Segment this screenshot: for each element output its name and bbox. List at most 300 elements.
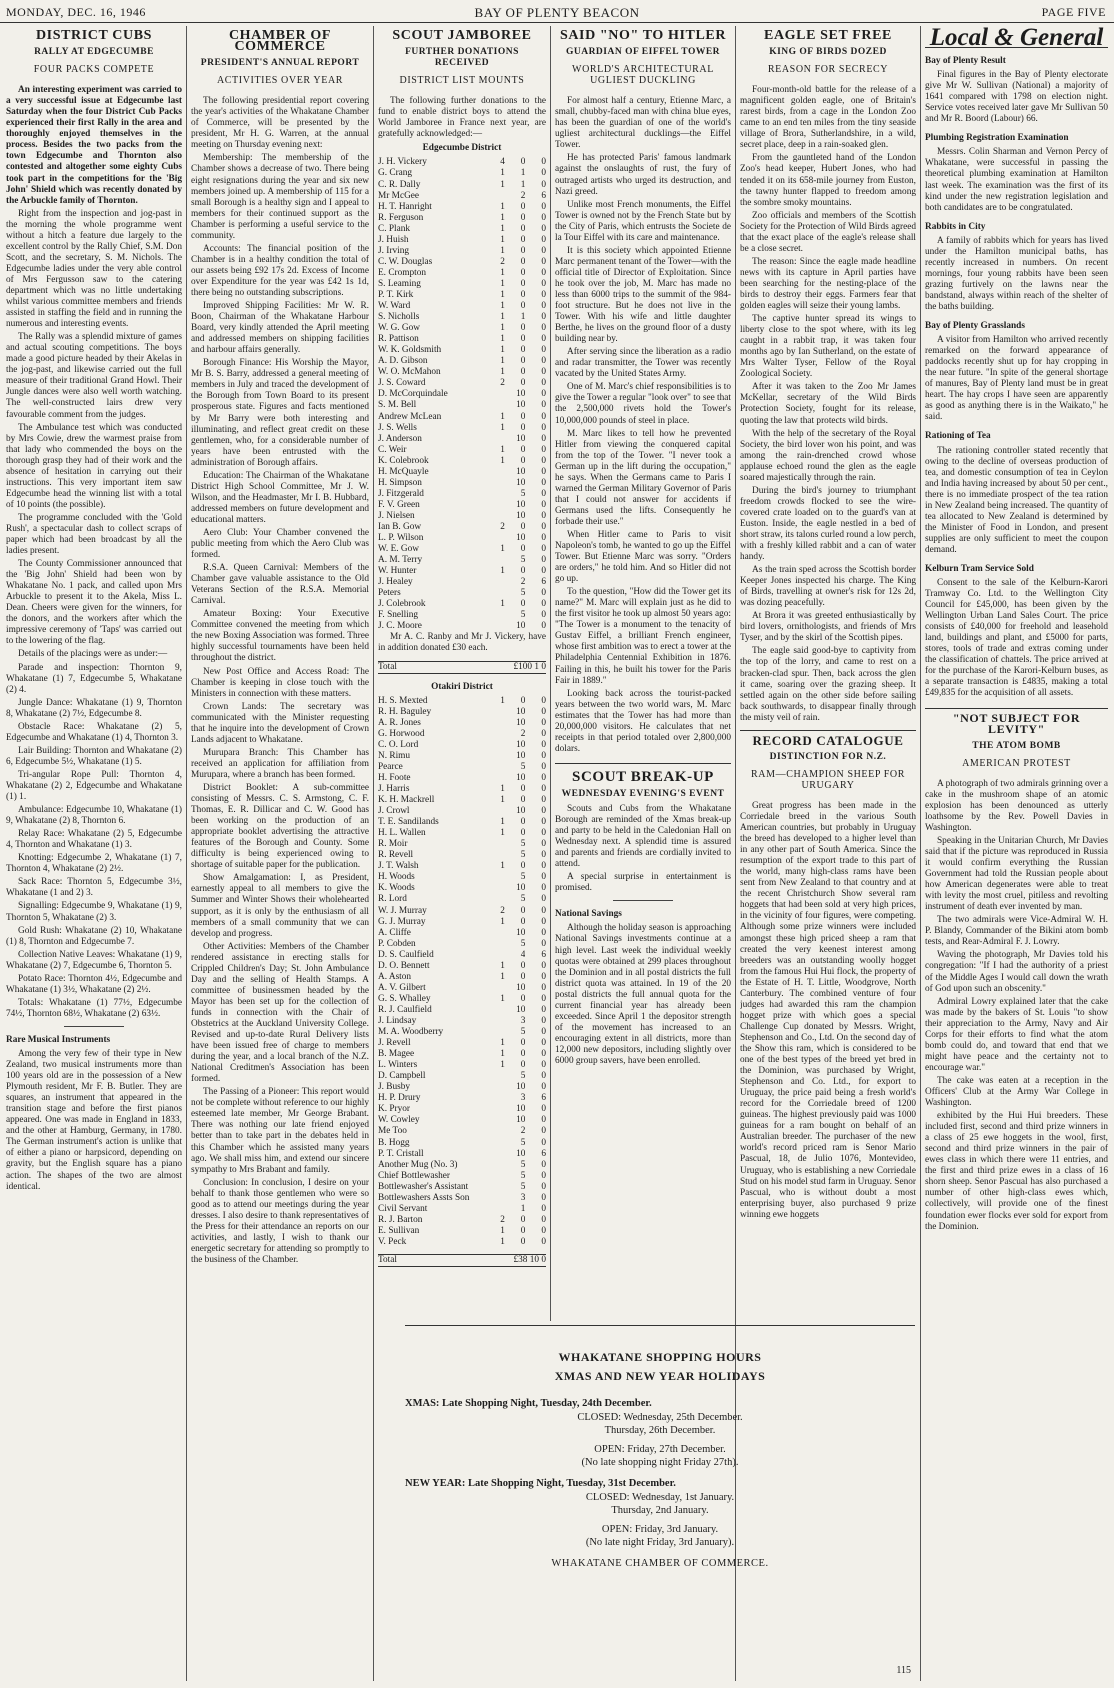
paragraph: Signalling: Edgecumbe 9, Whakatane (1) 9, Thornton 5, Whakatane (2) 3.	[6, 901, 182, 923]
article-body	[191, 96, 369, 1266]
donation-amount: 0	[541, 455, 546, 466]
donation-amount: 0	[520, 334, 526, 345]
donation-amount: 0	[541, 739, 546, 750]
donor-name: F. V. Green	[378, 499, 420, 510]
donation-amount: 0	[520, 521, 526, 532]
donor-name: Peters	[378, 588, 401, 599]
donation-amount: 1	[500, 784, 505, 794]
article-subtitle: FOUR PACKS COMPETE	[33, 64, 155, 76]
paragraph: Great progress has been made in the Corriedale breed in the various South American countries, but probably in Uruguay the breed has developed to a higher level than in any other part of South America. Since the resumption of the export trade to this part of the world, many high-class rams have been sent from New Zealand to that country and at the recent Christchurch Show several ram hoggets that had been sold at very high prices, in the vicinity of four figures, were competing. Although some prize winners were included amongst these high priced sheep a ram that created the very keenest interest among breeders was an outstanding woolly hogget from the famous Hui Hui flock, the property of the Estate of H. T. Little, Woodgrove, North Canterbury. The combined venture of four judges had awarded this ram the champion hogget prize with which goes a special Challenge Cup donated by Messrs. Wright, Stephenson and Co., Ltd. On the second day of the Show this ram, which is considered to be one of the best types of the breed yet bred in the Dominion, was purchased by Wright, Stephenson and Co. Ltd., for export to Uruguay, the price paid being a fresh world's record for the Corriedale breed of 1200 guineas. The highest previously paid was 1000 guineas for a ram bought on behalf of an Australian breeder. The purchaser of the new world's record priced ram is Senor Mario Pascual, 18, de Julio 1076, Montevideo, Uruguay, who is establishing a new Corriedale Stud on his model stud farm in Uruguay. Senor Pascual, who is without doubt a most enterprising buyer, also purchased 9 prize winning ewe hoggets	[740, 800, 916, 1220]
donor-name: K. H. Mackrell	[378, 795, 435, 806]
paragraph: Jungle Dance: Whakatane (1) 9, Thornton 8, Whakatane (2) 7½, Edgecumbe 8.	[6, 697, 182, 719]
paragraph: From the gauntleted hand of the London Zoo's head keeper, Hubert Jones, who had tended it on its 658-mile journey from Euston, the tawny hunter flapped to freedom among the sombre smoky mountains.	[740, 153, 916, 208]
donation-amount	[484, 850, 505, 861]
table-row	[378, 994, 546, 1005]
paragraph: When Hitler came to Paris to visit Napoleon's tomb, he wanted to go up the Eiffel Tower. But Etienne Marc was sorry. "Orders are orders," he told him. And so Hitler did not go up.	[555, 529, 731, 585]
column-rule	[186, 26, 187, 1681]
table-row	[378, 850, 546, 861]
news-item-heading: Plumbing Registration Examination	[925, 133, 1069, 144]
news-item-text: Final figures in the Bay of Plenty electorate give Mr W. Sullivan (National) a majority of 1641 compared with 1798 on election night. Service votes received later gave Mr Sullivan 50 and Mr R. Boord (Labour) 66.	[925, 70, 1108, 125]
donation-amount: 5	[520, 1027, 526, 1038]
shopping-hours-notice	[405, 1325, 915, 1680]
donation-amount: 1	[500, 323, 505, 334]
table-row	[378, 367, 546, 378]
table-row	[378, 246, 546, 257]
donor-name: J. S. Coward	[378, 378, 426, 389]
donor-name: J. Revell	[378, 1038, 411, 1049]
donation-amount: 10	[516, 706, 526, 717]
notice-subtitle: XMAS AND NEW YEAR HOLIDAYS	[554, 1369, 766, 1383]
donation-amount: 0	[541, 301, 546, 312]
donation-amount	[484, 806, 505, 817]
donor-name: Bottlewasher's Assistant	[378, 1181, 469, 1192]
donation-amount: 2	[500, 378, 505, 389]
donation-amount: 1	[500, 795, 505, 806]
article-subtitle: WORLD'S ARCHITECTURAL UGLIEST DUCKLING	[572, 64, 714, 87]
donation-amount: 0	[520, 695, 526, 706]
table-row	[378, 1071, 546, 1082]
xmas-closed: CLOSED: Wednesday, 25th December.	[577, 1412, 743, 1423]
donation-amount: 1	[500, 993, 505, 1004]
donation-amount: 0	[520, 784, 526, 794]
article-body	[925, 779, 1108, 1233]
donation-amount: 1	[500, 1060, 505, 1071]
column-district-cubs	[6, 26, 182, 1681]
table-row	[378, 784, 546, 795]
news-item-text: Consent to the sale of the Kelburn-Karori Tramway Co. Ltd. to the Wellington City Council for £45,000, has been given by the Wellington Urban Land Sales Court. The price consists of £40,000 for freehold and leasehold land, buildings and plant, and £5000 for parts, stores, tools of trade and extras coming under the classification of chattels. The price arrived at for the purchase of the Karori-Kelburn buses, as a separate transaction is £4835, making a total £49,835 for the acquisition of all assets.	[925, 578, 1108, 699]
donation-amount: 10	[516, 739, 526, 750]
table-row	[378, 400, 546, 411]
donor-name: W. J. Murray	[378, 905, 427, 916]
donation-amount: 4	[520, 949, 526, 960]
paragraph: The Rally was a splendid mixture of games and actual scouting competitions. The boys made a good picture headed by their Akelas in the jog-past, and likewise carried out the full measure of their traditional Grand Howl. Their Jungle dances were also well worth watching. The well-constructed lairs drew very favourable comment from the judges.	[6, 332, 182, 420]
donor-name: B. Magee	[378, 1049, 415, 1060]
donation-amount: 1	[500, 1236, 505, 1247]
table-row	[378, 1082, 546, 1093]
donation-amount: 0	[541, 971, 546, 982]
donation-amount	[484, 1149, 505, 1160]
article-title: SCOUT JAMBOREE	[392, 28, 532, 43]
table-row	[378, 861, 546, 872]
donation-table	[378, 157, 546, 632]
donation-amount: 0	[541, 861, 546, 872]
donation-amount: 10	[516, 621, 526, 632]
donation-amount: 0	[541, 1236, 546, 1247]
donor-name: J. Lindsay	[378, 1015, 417, 1026]
donor-name: R. Revell	[378, 850, 414, 861]
donor-name: P. T. Kirk	[378, 289, 414, 300]
donation-amount: 0	[541, 212, 546, 223]
donation-amount: 0	[541, 706, 546, 717]
donation-amount	[484, 1016, 505, 1027]
news-item-text: A family of rabbits which for years has lived under the Hamilton municipal baths, has recently increased in numbers. On recent mornings, four young rabbits have been seen grazing furtively on the lawns near the bandstand, always within reach of the shelter of the baths building.	[925, 235, 1108, 312]
donation-amount	[484, 467, 505, 478]
paragraph: The Passing of a Pioneer: This report would not be complete without reference to our highly esteemed late member, Mr George Brabant. There was nothing our late friend enjoyed better than to take part in the debates held in this Chamber which he assisted many years ago. We shall miss him, and extend our sincere sympathy to Mrs Brabant and family.	[191, 1087, 369, 1175]
article-subtitle: RALLY AT EDGECUMBE	[34, 47, 154, 58]
donation-amount	[484, 610, 505, 621]
article-body	[6, 209, 182, 1020]
table-row	[378, 389, 546, 400]
article-subtitle: GUARDIAN OF EIFFEL TOWER	[565, 47, 721, 58]
article-subtitle: AMERICAN PROTEST	[962, 757, 1071, 769]
paragraph: Obstacle Race: Whakatane (2) 5, Edgecumbe and Whakatane (1) 4, Thornton 3.	[6, 721, 182, 743]
table-row	[378, 456, 546, 467]
donor-name: P. Cobden	[378, 938, 416, 949]
paragraph: After it was taken to the Zoo Mr James McKellar, secretary of the Wild Birds Protection Society, fought for its release, quoting the law that protects wild birds.	[740, 382, 916, 426]
article-subtitle: THE ATOM BOMB	[972, 740, 1061, 751]
paragraph: Looking back across the tourist-packed years between the two world wars, M. Marc estimates that the Tower has had more than 20,000,000 visitors. He calculates that net receipts in that period totaled over 2,800,000 dolars.	[555, 688, 731, 754]
donation-amount: 0	[541, 599, 546, 610]
donation-amount	[484, 400, 505, 411]
donor-name: J. Irving	[378, 245, 409, 256]
donor-name: E. Sullivan	[378, 1225, 420, 1236]
list-heading: Edgecumbe District	[422, 143, 502, 154]
donation-amount: 0	[541, 234, 546, 245]
issue-date: MONDAY, DEC. 16, 1946	[6, 5, 146, 19]
donation-amount: 10	[516, 1082, 526, 1093]
paragraph: The cake was eaten at a reception in the Officers' Club at the Army War College in Washington.	[925, 1075, 1108, 1109]
donation-amount: 0	[541, 883, 546, 894]
notice-signature: WHAKATANE CHAMBER OF COMMERCE.	[551, 1558, 769, 1569]
donor-name: W. K. Goldsmith	[378, 345, 442, 356]
donor-name: W. O. McMahon	[378, 367, 441, 378]
donor-name: Mr McGee	[378, 190, 420, 201]
donor-name: A. Aston	[378, 971, 412, 982]
article-subtitle: RAM—CHAMPION SHEEP FOR URUGARY	[751, 768, 905, 791]
paragraph: New Post Office and Access Road: The Chamber is keeping in close touch with the Ministers in connection with these matters.	[191, 666, 369, 699]
donation-amount: 1	[500, 455, 505, 466]
donation-amount: 0	[541, 784, 546, 794]
paragraph: Ambulance: Edgecumbe 10, Whakatane (1) 9, Whakatane (2) 8, Thornton 6.	[6, 805, 182, 827]
donation-amount: 5	[520, 555, 526, 566]
donation-amount	[484, 939, 505, 950]
donation-amount	[484, 511, 505, 522]
table-row	[378, 773, 546, 784]
donor-name: D. S. Caulfield	[378, 949, 434, 960]
donor-name: J. Healey	[378, 577, 413, 588]
newspaper-title: BAY OF PLENTY BEACON	[474, 5, 640, 20]
table-row	[378, 312, 546, 323]
article-body	[740, 85, 916, 724]
donor-name: A. V. Gilbert	[378, 982, 426, 993]
donation-amount: 1	[500, 201, 505, 212]
donation-amount	[484, 489, 505, 500]
table-row	[378, 213, 546, 224]
donation-amount: 0	[520, 278, 526, 289]
table-row	[378, 412, 546, 423]
newyear-closed-2: Thursday, 2nd January.	[611, 1505, 709, 1516]
donation-amount: 1	[500, 168, 505, 179]
donation-amount: 0	[520, 905, 526, 916]
article-subtitle: DISTINCTION FOR N.Z.	[769, 751, 887, 762]
donation-amount	[484, 707, 505, 718]
donor-name: C. W. Douglas	[378, 256, 433, 267]
donation-amount: 0	[520, 378, 526, 389]
donation-amount: 0	[520, 367, 526, 378]
donation-amount	[484, 1027, 505, 1038]
table-row	[378, 180, 546, 191]
donation-amount: 1	[500, 599, 505, 610]
donation-amount: 0	[520, 1214, 526, 1225]
donor-name: K. Pryor	[378, 1104, 411, 1115]
donation-amount: 0	[541, 245, 546, 256]
article-title: CHAMBER OF COMMERCE	[228, 28, 332, 55]
donation-amount: 10	[516, 433, 526, 444]
donation-amount: 1	[500, 861, 505, 872]
news-item-heading: Bay of Plenty Grasslands	[925, 321, 1025, 332]
table-row	[378, 566, 546, 577]
donation-amount	[484, 1171, 505, 1182]
table-row	[378, 939, 546, 950]
donor-name: A. R. Jones	[378, 717, 421, 728]
paragraph: Relay Race: Whakatane (2) 5, Edgecumbe 4, Thornton and Whakatane (1) 3.	[6, 829, 182, 851]
donor-name: J. Nielsen	[378, 510, 415, 521]
table-row	[378, 696, 546, 707]
donation-amount: 0	[541, 938, 546, 949]
donation-amount: 0	[520, 157, 526, 168]
donation-amount: 0	[520, 455, 526, 466]
table-row	[378, 1149, 546, 1160]
donation-amount: 1	[500, 356, 505, 367]
donation-amount: 10	[516, 510, 526, 521]
table-row	[378, 268, 546, 279]
donor-name: D. O. Bennett	[378, 960, 430, 971]
donation-amount: 0	[541, 544, 546, 555]
donation-amount: 1	[500, 1038, 505, 1049]
article-lead: An interesting experiment was carried to a very successful issue at Edgecumbe last Saturday when the four District Cub Packs experienced their first Rally in the area and thoroughly enjoyed themselves in the process. Besides the two packs from the town Edgecumbe and Thornton also contested and altogether some eighty Cubs took part in the competitions for the 'Big John' Shield which was recently donated by the Arbuckle family of Thornton.	[6, 85, 182, 206]
article-subtitle: REASON FOR SECRECY	[767, 64, 889, 76]
donation-table	[378, 696, 546, 1248]
table-row	[378, 1005, 546, 1016]
donation-amount: 0	[541, 201, 546, 212]
donation-amount: 0	[541, 717, 546, 728]
donation-amount: 1	[500, 234, 505, 245]
table-row	[378, 323, 546, 334]
table-row	[378, 950, 546, 961]
news-items	[925, 56, 1108, 699]
table-row	[378, 533, 546, 544]
table-row	[378, 378, 546, 389]
donation-amount: 0	[541, 345, 546, 356]
donation-amount: 0	[541, 1082, 546, 1093]
donation-amount: 0	[541, 1137, 546, 1148]
donation-amount	[484, 773, 505, 784]
xmas-closed-2: Thursday, 26th December.	[604, 1425, 716, 1436]
table-row	[378, 445, 546, 456]
donation-amount: 10	[516, 1148, 526, 1159]
donation-amount: 1	[500, 817, 505, 828]
paragraph: The eagle said good-bye to captivity from the top of the lorry, and came to rest on a bracken-clad spur. Then, back across the glen it came, soaring over the grazing sheep. It settled again on the other side before sailing back southwards, to disappear finally through the misty veil of rain.	[740, 646, 916, 723]
donation-amount: 10	[516, 750, 526, 761]
donation-note: Mr A. C. Ranby and Mr J. Vickery, have in addition donated £30 each.	[378, 632, 546, 654]
paragraph: Scouts and Cubs from the Whakatane Borough are reminded of the Xmas break-up and party to be held in the Caledonian Hall on Wednesday next. A splendid time is assured and parents and friends are cordially invited to attend.	[555, 804, 731, 870]
donor-name: Chief Bottlewasher	[378, 1170, 451, 1181]
donor-name: J. Harris	[378, 784, 410, 794]
donation-amount: 0	[541, 555, 546, 566]
table-row	[378, 1060, 546, 1071]
table-row	[378, 345, 546, 356]
paragraph: A photograph of two admirals grinning over a cake in the mushroom shape of an atomic explosion has been denounced as utterly loathsome by the Rev. Powell Davies in Washington.	[925, 778, 1108, 833]
table-row	[378, 1038, 546, 1049]
donation-amount	[484, 983, 505, 994]
table-row	[378, 817, 546, 828]
article-subtitle: ACTIVITIES OVER YEAR	[216, 75, 344, 87]
paragraph: Four-month-old battle for the release of a magnificent golden eagle, one of Britain's rarest birds, from a cage in the London Zoo came to an end ten miles from the tiny seaside village of Brora, Sutherlandshire, in a wild, secret place, deep in a rain-soaked glen.	[740, 85, 916, 151]
donor-name: A. M. Terry	[378, 555, 423, 566]
donor-name: S. Nicholls	[378, 312, 420, 323]
donor-name: W. Cowley	[378, 1115, 420, 1126]
donor-name: J. Busby	[378, 1082, 411, 1093]
donor-name: J. Huish	[378, 234, 409, 245]
total-value: £38 10 0	[513, 1254, 546, 1265]
donation-amount: 0	[541, 422, 546, 433]
article-title: RECORD CATALOGUE	[752, 732, 904, 748]
donation-amount: 2	[520, 577, 526, 588]
donation-amount: 0	[541, 157, 546, 168]
article-body	[555, 923, 731, 1067]
donation-amount	[484, 478, 505, 489]
paragraph: Aero Club: Your Chamber convened the public meeting from which the Aero Club was formed.	[191, 527, 369, 561]
donation-amount: 0	[541, 477, 546, 488]
paragraph: It is this society which appointed Etienne Marc permanent tenant of the Tower—with the official title of Director of Exploitation. Since he took over the job, M. Marc has made no less than 6000 trips to the summit of the 984-foot structure. But he does not live in the Tower. With his wife and little daughter Berthe, he lives on the ground floor of a dusty building near by.	[555, 245, 731, 345]
paragraph: exhibited by the Hui Hui breeders. These included first, second and third prize winners in a class of 25 ewe hoggets in the wool, first, second and third prize winners in the pair of ewes class in which there were 11 entries, and the first and third prize ewes in a class of 16 shorn sheep. Senor Pascual has also purchased a number of other high-class ewes which, collectively, will provide one of the finest foundation ewer flocks ever sold for export from the Dominion.	[925, 1111, 1108, 1232]
donation-amount	[484, 751, 505, 762]
paragraph: District Booklet: A sub-committee consisting of Messrs. C. S. Armstong, C. F. Thomas, E. R. Dillicar and C. W. Good has been working on the production of an appropriate booklet advertising the attractive features of the Borough and County. Some difficulty is being experienced owing to shortage of suitable paper for the publication.	[191, 783, 369, 871]
table-row	[378, 423, 546, 434]
table-row	[378, 872, 546, 883]
paragraph: Show Amalgamation: I, as President, earnestly appeal to all members to give the Summer and Winter Shows their wholehearted support, as it is only by the enthusiasm of all members of a small community that we can develop and progress.	[191, 873, 369, 939]
paragraph: At Brora it was greeted enthusiastically by bird lovers, ornithologists, and friends of Mrs Tyser, and by the skirl of the Scottish pipes.	[740, 611, 916, 644]
donor-name: G. S. Whalley	[378, 993, 431, 1004]
table-row	[378, 751, 546, 762]
donation-amount: 1	[500, 828, 505, 839]
donor-name: C. O. Lord	[378, 739, 419, 750]
donation-amount: 4	[500, 157, 505, 168]
donation-amount: 0	[541, 411, 546, 422]
table-row	[378, 279, 546, 290]
table-row	[378, 511, 546, 522]
xmas-open: OPEN: Friday, 27th December.	[594, 1444, 726, 1455]
table-row	[378, 334, 546, 345]
donation-amount: 5	[520, 610, 526, 621]
paragraph: Admiral Lowry explained later that the cake was made by the bakers of St. Louis "to show their appreciation to the Army, Navy and Air Corps for their efforts to find what the atom bomb could do, and toward that end that we might have peace and the certainty not to encourage war."	[925, 996, 1108, 1073]
table-row	[378, 1215, 546, 1226]
donor-name: T. E. Sandilands	[378, 817, 439, 828]
donation-amount	[484, 1126, 505, 1137]
donor-name: J. Fitzgerald	[378, 488, 424, 499]
paragraph: The Ambulance test which was conducted by Mrs Cowie, drew the warmest praise from that lady who commended the boys on the thorough grasp they had of their work and the absence of hesitation in carrying out their instructions. This very important item saw Edgecumbe head the winning list with a total of 10 points (the possible).	[6, 422, 182, 510]
table-row	[378, 1182, 546, 1193]
donation-amount: 10	[516, 927, 526, 938]
table-row	[378, 1204, 546, 1215]
paragraph: With the help of the secretary of the Royal Society, the bird lover won his point, and was among the rain-drenched crowd whose applause echoed round the glen as the eagle soared majestically through the rain.	[740, 428, 916, 483]
article-subtitle: KING OF BIRDS DOZED	[769, 47, 887, 58]
newyear-open-note: (No late night Friday, 3rd January).	[585, 1537, 735, 1548]
donor-name: W. E. Gow	[378, 544, 419, 555]
donation-amount: 0	[541, 1027, 546, 1038]
table-row	[378, 1049, 546, 1060]
donation-amount: 2	[520, 728, 526, 739]
donation-amount: 0	[541, 466, 546, 477]
donation-amount: 0	[541, 828, 546, 839]
donation-amount	[484, 1082, 505, 1093]
section-title: Local & General	[925, 32, 1108, 48]
donation-amount: 0	[541, 444, 546, 455]
table-row	[378, 434, 546, 445]
donation-amount: 10	[516, 883, 526, 894]
donor-name: H. T. Hanright	[378, 201, 432, 212]
donation-amount: 0	[541, 400, 546, 411]
donation-amount: 5	[520, 1170, 526, 1181]
table-row	[378, 1138, 546, 1149]
newyear-open: OPEN: Friday, 3rd January.	[601, 1524, 719, 1535]
donation-amount: 10	[516, 1004, 526, 1015]
donation-amount: 0	[541, 850, 546, 861]
article-subtitle: FURTHER DONATIONS RECEIVED	[405, 47, 519, 69]
donation-amount: 1	[500, 223, 505, 234]
donation-total	[378, 661, 546, 674]
donation-amount: 0	[520, 599, 526, 610]
divider	[64, 1026, 124, 1027]
donation-amount	[484, 762, 505, 773]
donor-name: W. Ward	[378, 301, 411, 312]
donor-name: M. A. Woodberry	[378, 1027, 444, 1038]
donation-amount	[484, 1204, 505, 1215]
table-row	[378, 257, 546, 268]
donor-name: G. J. Murray	[378, 916, 426, 927]
donation-amount: 0	[541, 1115, 546, 1126]
paragraph: Gold Rush: Whakatane (2) 10, Whakatane (1) 8, Thornton and Edgecumbe 7.	[6, 925, 182, 947]
donation-amount	[484, 434, 505, 445]
donation-amount: 5	[520, 872, 526, 883]
table-row	[378, 928, 546, 939]
total-value: £100 1 0	[513, 661, 546, 672]
table-row	[378, 599, 546, 610]
donation-amount: 3	[520, 1192, 526, 1203]
donation-amount: 0	[541, 1049, 546, 1060]
donor-name: R. Ferguson	[378, 212, 424, 223]
donation-amount	[484, 1138, 505, 1149]
donation-amount: 10	[516, 466, 526, 477]
divider	[613, 900, 673, 901]
paragraph: Zoo officials and members of the Scottish Society for the Protection of Wild Birds agreed that the exact place of the eagle's release shall be a close secret.	[740, 210, 916, 254]
donation-amount: 0	[520, 301, 526, 312]
donation-amount: 0	[541, 510, 546, 521]
donor-name: R. J. Barton	[378, 1214, 423, 1225]
donation-amount: 1	[500, 245, 505, 256]
paragraph: Parade and inspection: Thornton 9, Whakatane (1) 7, Edgecumbe 5, Whakatane (2) 4.	[6, 662, 182, 695]
donation-amount: 0	[541, 533, 546, 544]
news-item-heading: Rabbits in City	[925, 221, 986, 232]
donation-amount: 0	[541, 223, 546, 234]
paragraph: Knotting: Edgecumbe 2, Whakatane (1) 7, Thornton 4, Whakatane (2) 2½.	[6, 853, 182, 875]
donation-amount: 1	[520, 1203, 526, 1214]
total-label: Total	[378, 1254, 397, 1265]
donation-amount: 1	[500, 960, 505, 971]
table-row	[378, 983, 546, 994]
donor-name: H. McQuayle	[378, 466, 429, 477]
donation-amount: 10	[516, 499, 526, 510]
article-subtitle: DISTRICT LIST MOUNTS	[399, 75, 525, 87]
donation-amount: 0	[541, 905, 546, 916]
donation-amount: 1	[500, 212, 505, 223]
donation-amount	[484, 928, 505, 939]
donor-name: H. P. Drury	[378, 1093, 421, 1104]
paragraph: Collection Native Leaves: Whakatane (1) 9, Whakatane (2) 7, Edgecumbe 6, Thornton 5.	[6, 949, 182, 971]
table-row	[378, 610, 546, 621]
paragraph: Conclusion: In conclusion, I desire on your behalf to thank those gentlemen who were so good as to attend our meetings during the year dresses. I also desire to thank representatives of the Press for their attendance an reports on our activities, and lastly, I wish to thank our energetic secretary for attending so promptly to the business of the Chamber.	[191, 1177, 369, 1265]
donor-name: H. Foote	[378, 772, 411, 783]
